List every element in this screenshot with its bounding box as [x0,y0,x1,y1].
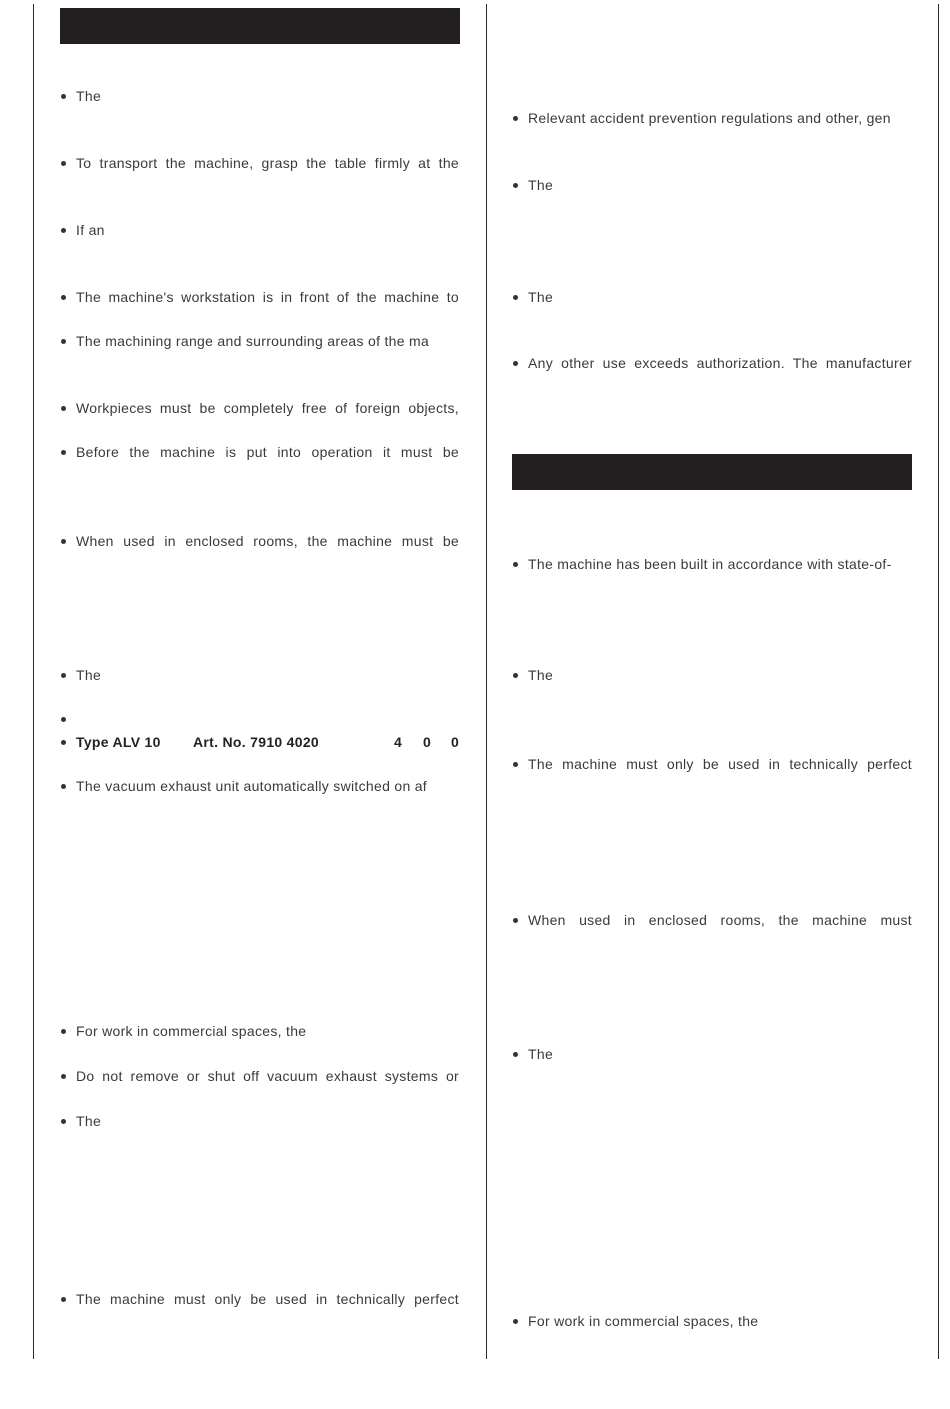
type-label: Type ALV 10 [76,734,161,750]
left-rule [33,4,34,1359]
value-2: 0 [423,734,432,750]
section-header-bar-right [512,454,912,490]
section-header-bar-left [60,8,460,44]
art-number: Art. No. 7910 4020 [193,734,320,750]
right-rule [938,4,939,1359]
value-1: 4 [394,734,403,750]
center-rule [486,4,487,1359]
value-3: 0 [451,734,460,750]
